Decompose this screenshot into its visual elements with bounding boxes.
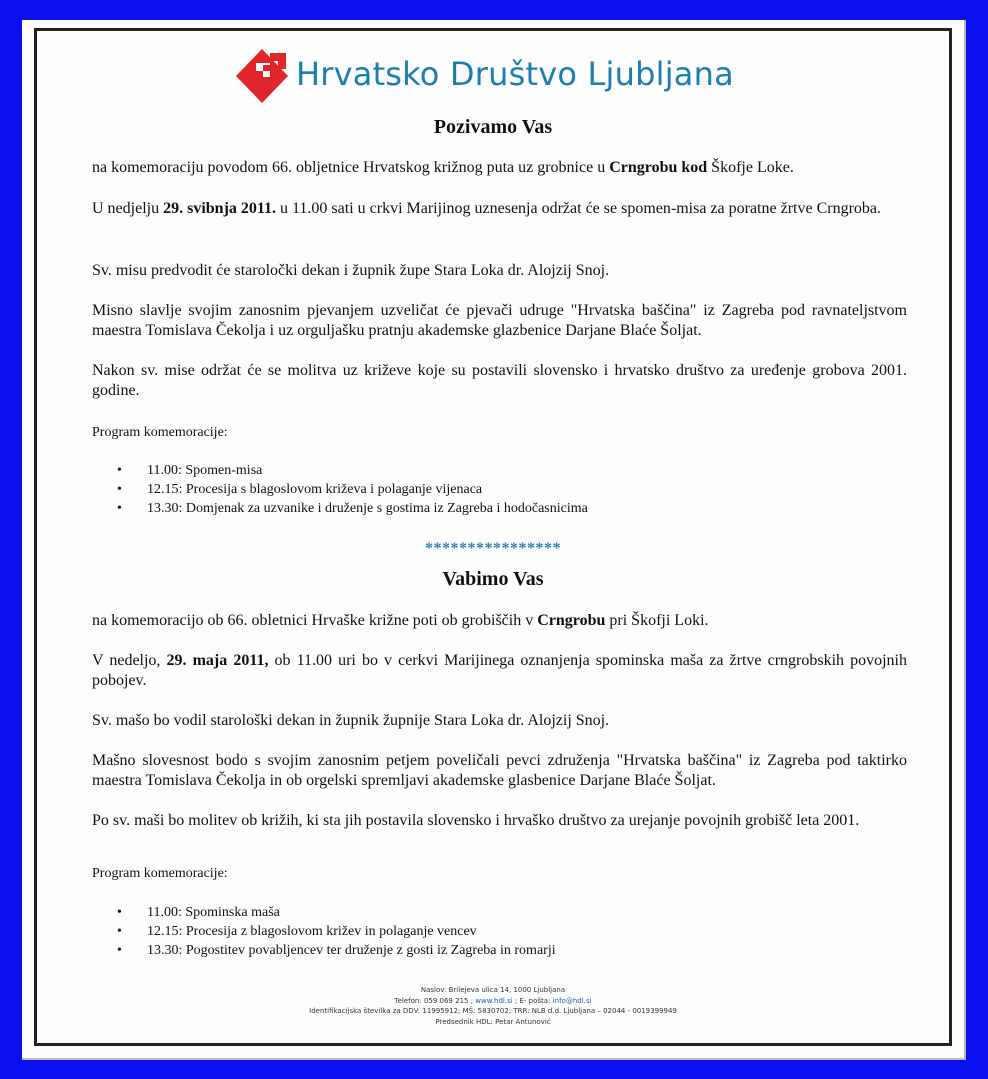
bullet-icon: • [117, 463, 122, 478]
section2-intro: na komemoracijo ob 66. obletnici Hrvaške križne poti ob grobiščih v Crngrobu pri Škofji Loki. [92, 612, 709, 629]
section1-intro: na komemoraciju povodom 66. obljetnice Hrvatskog križnog puta uz grobnice u Crngrobu kod Škofje Loke. [92, 159, 794, 176]
bullet-icon: • [117, 905, 122, 920]
section1-date-paragraph: U nedjelju 29. svibnja 2011. u 11.00 sati u crkvi Marijinog uznesenja održat će se spomen-misa za poratne žrtve Crngroba. [92, 200, 881, 217]
society-logo-icon [232, 45, 292, 107]
section1-prayer-paragraph: Nakon sv. mise održat će se molitva uz križeve koje su postavili slovensko i hrvatsko društvo za uređenje grobova 2001. godine. [92, 362, 907, 399]
bullet-icon: • [117, 482, 122, 497]
bullet-icon: • [117, 943, 122, 958]
list-item: • 11.00: Spominska maša [117, 905, 280, 920]
document-page [22, 20, 966, 1060]
section2-program-label: Program komemoracije: [92, 866, 228, 881]
footer-ids: Identifikacijska številka za DDV: 11995912; MŠ: 5830702; TRR: NLB d.d. Ljubljana – 02044 - 0019399949 [309, 1007, 677, 1015]
section2-date-paragraph: V nedeljo, 29. maja 2011, ob 11.00 uri bo v cerkvi Marijinega oznanjenja spominska maša za žrtve crngrobskih povojnih pobojev. [92, 652, 908, 689]
section1-program-list [92, 461, 907, 518]
document-frame [34, 28, 952, 1046]
section2-mass-leader: Sv. mašo bo vodil starološki dekan in župnik župnije Stara Loka dr. Alojzij Snoj. [92, 712, 610, 729]
section1-choir-paragraph: Misno slavlje svojim zanosnim pjevanjem uzveličat će pjevači udruge "Hrvatska baščina" iz Zagreba pod ravnateljstvom maestra Tomislava Čekolja i uz orguljašku pratnju akademske glazbenice Darjane Blaće Šoljat. [92, 302, 907, 339]
section1-program-label: Program komemoracije: [92, 425, 228, 440]
footer-contact: Telefon: 059 069 215 ; www.hdl.si ; E- pošta: info@hdl.si [394, 996, 592, 1005]
website-link[interactable]: www.hdl.si [475, 996, 513, 1005]
list-item: • 11.00: Spomen-misa [117, 463, 263, 478]
footer-president: Predsednik HDL: Petar Antunović [435, 1017, 551, 1026]
section2-prayer-paragraph: Po sv. maši bo molitev ob križih, ki sta jih postavila slovensko i hrvaško društvo za urejanje povojnih grobišč leta 2001. [92, 812, 860, 829]
letterhead [232, 45, 792, 115]
section2-program-list [92, 903, 907, 960]
section2-title: Vabimo Vas [442, 568, 544, 590]
list-item: • 13.30: Domjenak za uzvanike i druženje s gostima iz Zagreba i hodočasnicima [117, 501, 588, 516]
section1-title: Pozivamo Vas [433, 116, 553, 138]
bullet-icon: • [117, 924, 122, 939]
list-item: • 12.15: Procesija s blagoslovom križeva i polaganje vijenaca [117, 482, 483, 497]
email-link[interactable]: info@hdl.si [552, 996, 592, 1005]
section1-mass-leader: Sv. misu predvodit će staroločki dekan i župnik župe Stara Loka dr. Alojzij Snoj. [92, 262, 610, 279]
footer-address: Naslov: Brilejeva ulica 14, 1000 Ljubljana [420, 986, 566, 994]
bullet-icon: • [117, 501, 122, 516]
letter-footer [37, 985, 949, 1027]
organization-name: Hrvatsko Društvo Ljubljana [296, 55, 734, 93]
section2-choir-paragraph: Mašno slovesnost bodo s svojim zanosnim petjem poveličali pevci združenja "Hrvatska baščina" iz Zagreba pod taktirko maestra Tomislava Čekolja in ob orgelski spremljavi akademske glasbenice Darjane Blaće Šoljat. [92, 752, 907, 789]
section-separator: **************** [425, 540, 561, 557]
list-item: • 13.30: Pogostitev povabljencev ter druženje z gosti iz Zagreba in romarji [117, 943, 556, 958]
list-item: • 12.15: Procesija z blagoslovom križev in polaganje vencev [117, 924, 477, 939]
